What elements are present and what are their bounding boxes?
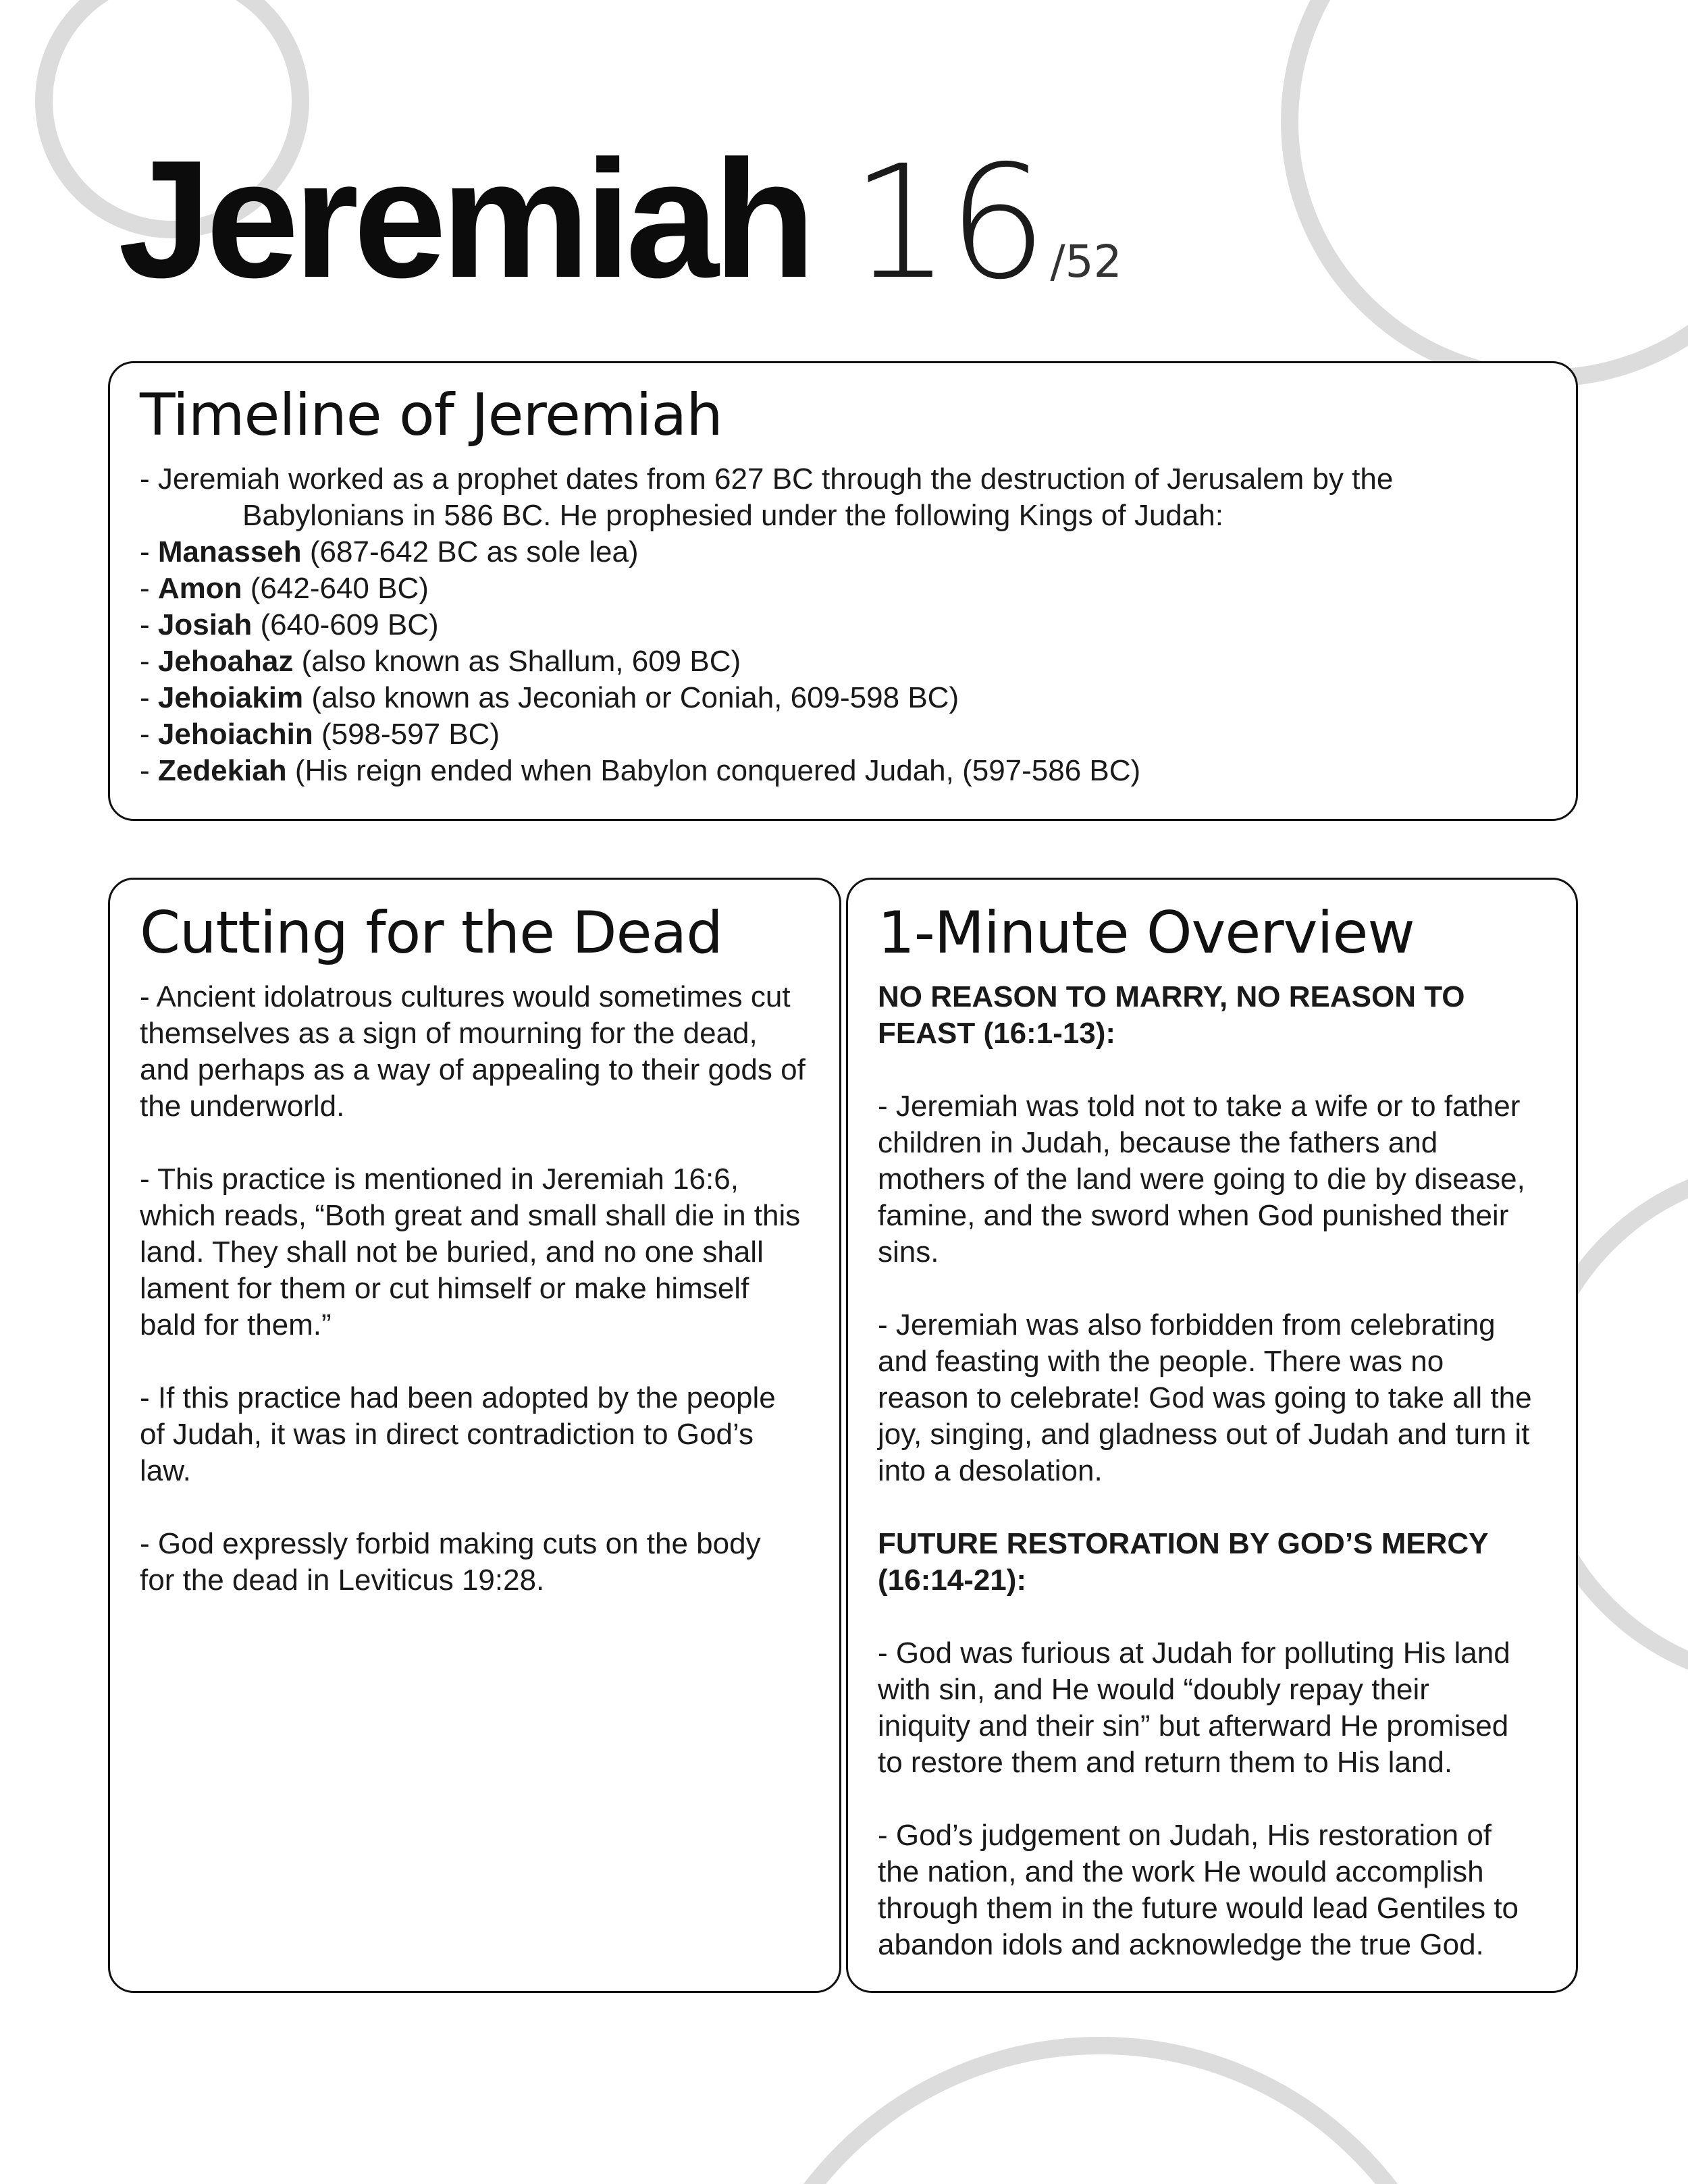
book-name: Jeremiah xyxy=(118,125,811,313)
text-line: joy, singing, and gladness out of Judah and turn it xyxy=(878,1417,1530,1451)
text-line: mothers of the land were going to die by disease, xyxy=(878,1162,1525,1196)
king-detail: (687-642 BC as sole lea) xyxy=(301,535,639,568)
text-line: famine, and the sword when God punished their xyxy=(878,1198,1509,1232)
king-item: - Amon (642-640 BC) xyxy=(140,571,429,605)
king-name: Amon xyxy=(157,571,242,605)
overview-paragraph xyxy=(878,1088,1546,1271)
ring-bottom xyxy=(736,2046,1465,2184)
text-line: and perhaps as a way of appealing to their gods of xyxy=(140,1053,806,1086)
section-heading xyxy=(878,1526,1546,1599)
text-line: land. They shall not be buried, and no one shall xyxy=(140,1235,764,1269)
cutting-paragraph xyxy=(140,1161,810,1343)
cutting-paragraph xyxy=(140,979,810,1125)
text-line: for the dead in Leviticus 19:28. xyxy=(140,1563,545,1597)
king-detail: (also known as Jeconiah or Coniah, 609-598 BC) xyxy=(303,681,959,714)
cutting-for-the-dead-box xyxy=(108,878,841,1993)
text-line: FEAST (16:1-13): xyxy=(878,1016,1116,1050)
overview-body xyxy=(878,979,1546,1963)
overview-paragraph xyxy=(878,1635,1546,1781)
overview-title: 1-Minute Overview xyxy=(878,899,1415,967)
king-item: - Jehoahaz (also known as Shallum, 609 BC) xyxy=(140,644,741,678)
text-line: - God’s judgement on Judah, His restoration of xyxy=(878,1818,1492,1852)
timeline-box xyxy=(108,361,1578,821)
text-line: law. xyxy=(140,1454,191,1487)
page-title xyxy=(118,125,1122,314)
text-line: lament for them or cut himself or make himself xyxy=(140,1271,749,1305)
text-line: themselves as a sign of mourning for the dead, xyxy=(140,1016,758,1050)
king-item: - Zedekiah (His reign ended when Babylon conquered Judah, (597-586 BC) xyxy=(140,753,1141,787)
text-line: sins. xyxy=(878,1235,939,1269)
king-item: - Manasseh (687-642 BC as sole lea) xyxy=(140,535,639,568)
chapter-number: 16 xyxy=(851,132,1045,314)
text-line: - Ancient idolatrous cultures would sometimes cut xyxy=(140,980,791,1013)
text-line: iniquity and their sin” but afterward He promised xyxy=(878,1709,1509,1742)
king-name: Manasseh xyxy=(157,535,302,568)
king-detail: (also known as Shallum, 609 BC) xyxy=(293,644,741,678)
overview-paragraph xyxy=(878,1817,1546,1963)
text-line: reason to celebrate! God was going to take all the xyxy=(878,1381,1532,1414)
overview-box xyxy=(846,878,1578,1993)
text-line: children in Judah, because the fathers and xyxy=(878,1125,1438,1159)
cutting-paragraph xyxy=(140,1380,810,1489)
timeline-body xyxy=(140,461,1546,789)
text-line: bald for them.” xyxy=(140,1308,332,1341)
text-line: the nation, and the work He would accomplish xyxy=(878,1855,1484,1888)
king-detail: (642-640 BC) xyxy=(242,571,429,605)
chapter-total: /52 xyxy=(1050,236,1122,288)
king-name: Jehoiachin xyxy=(157,717,313,751)
text-line: FUTURE RESTORATION BY GOD’S MERCY xyxy=(878,1526,1489,1560)
king-item: - Jehoiakim (also known as Jeconiah or Coniah, 609-598 BC) xyxy=(140,681,959,714)
overview-paragraph xyxy=(878,1307,1546,1489)
text-line: to restore them and return them to His land. xyxy=(878,1745,1453,1779)
timeline-intro-line: Babylonians in 586 BC. He prophesied under the following Kings of Judah: xyxy=(242,498,1223,532)
text-line: of Judah, it was in direct contradiction to God’s xyxy=(140,1417,754,1451)
king-detail: (598-597 BC) xyxy=(313,717,500,751)
text-line: into a desolation. xyxy=(878,1454,1103,1487)
king-name: Jehoahaz xyxy=(157,644,294,678)
king-name: Jehoiakim xyxy=(157,681,304,714)
section-heading xyxy=(878,979,1546,1052)
timeline-title: Timeline of Jeremiah xyxy=(140,381,722,449)
text-line: - This practice is mentioned in Jeremiah 16:6, xyxy=(140,1162,739,1196)
text-line: which reads, “Both great and small shall die in this xyxy=(140,1198,801,1232)
text-line: abandon idols and acknowledge the true God. xyxy=(878,1927,1484,1961)
cutting-paragraph xyxy=(140,1526,810,1599)
timeline-intro-line: - Jeremiah worked as a prophet dates from 627 BC through the destruction of Jerusalem by the xyxy=(140,462,1394,496)
text-line: - God was furious at Judah for polluting His land xyxy=(878,1636,1510,1670)
text-line: with sin, and He would “doubly repay their xyxy=(878,1672,1429,1706)
text-line: the underworld. xyxy=(140,1089,345,1123)
cutting-title: Cutting for the Dead xyxy=(140,899,722,967)
king-detail: (640-609 BC) xyxy=(252,608,439,641)
text-line: - God expressly forbid making cuts on the body xyxy=(140,1526,761,1560)
cutting-body xyxy=(140,979,810,1599)
text-line: (16:14-21): xyxy=(878,1563,1027,1597)
king-detail: (His reign ended when Babylon conquered Judah, (597-586 BC) xyxy=(286,753,1141,787)
text-line: and feasting with the people. There was no xyxy=(878,1344,1444,1378)
text-line: NO REASON TO MARRY, NO REASON TO xyxy=(878,980,1465,1013)
king-item: - Jehoiachin (598-597 BC) xyxy=(140,717,500,751)
text-line: - Jeremiah was also forbidden from celebrating xyxy=(878,1308,1496,1341)
king-item: - Josiah (640-609 BC) xyxy=(140,608,439,641)
ring-top-right xyxy=(1290,0,1688,378)
king-name: Zedekiah xyxy=(157,753,287,787)
text-line: - If this practice had been adopted by the people xyxy=(140,1381,776,1414)
text-line: through them in the future would lead Gentiles to xyxy=(878,1891,1519,1925)
text-line: - Jeremiah was told not to take a wife or to father xyxy=(878,1089,1521,1123)
king-name: Josiah xyxy=(157,608,253,641)
